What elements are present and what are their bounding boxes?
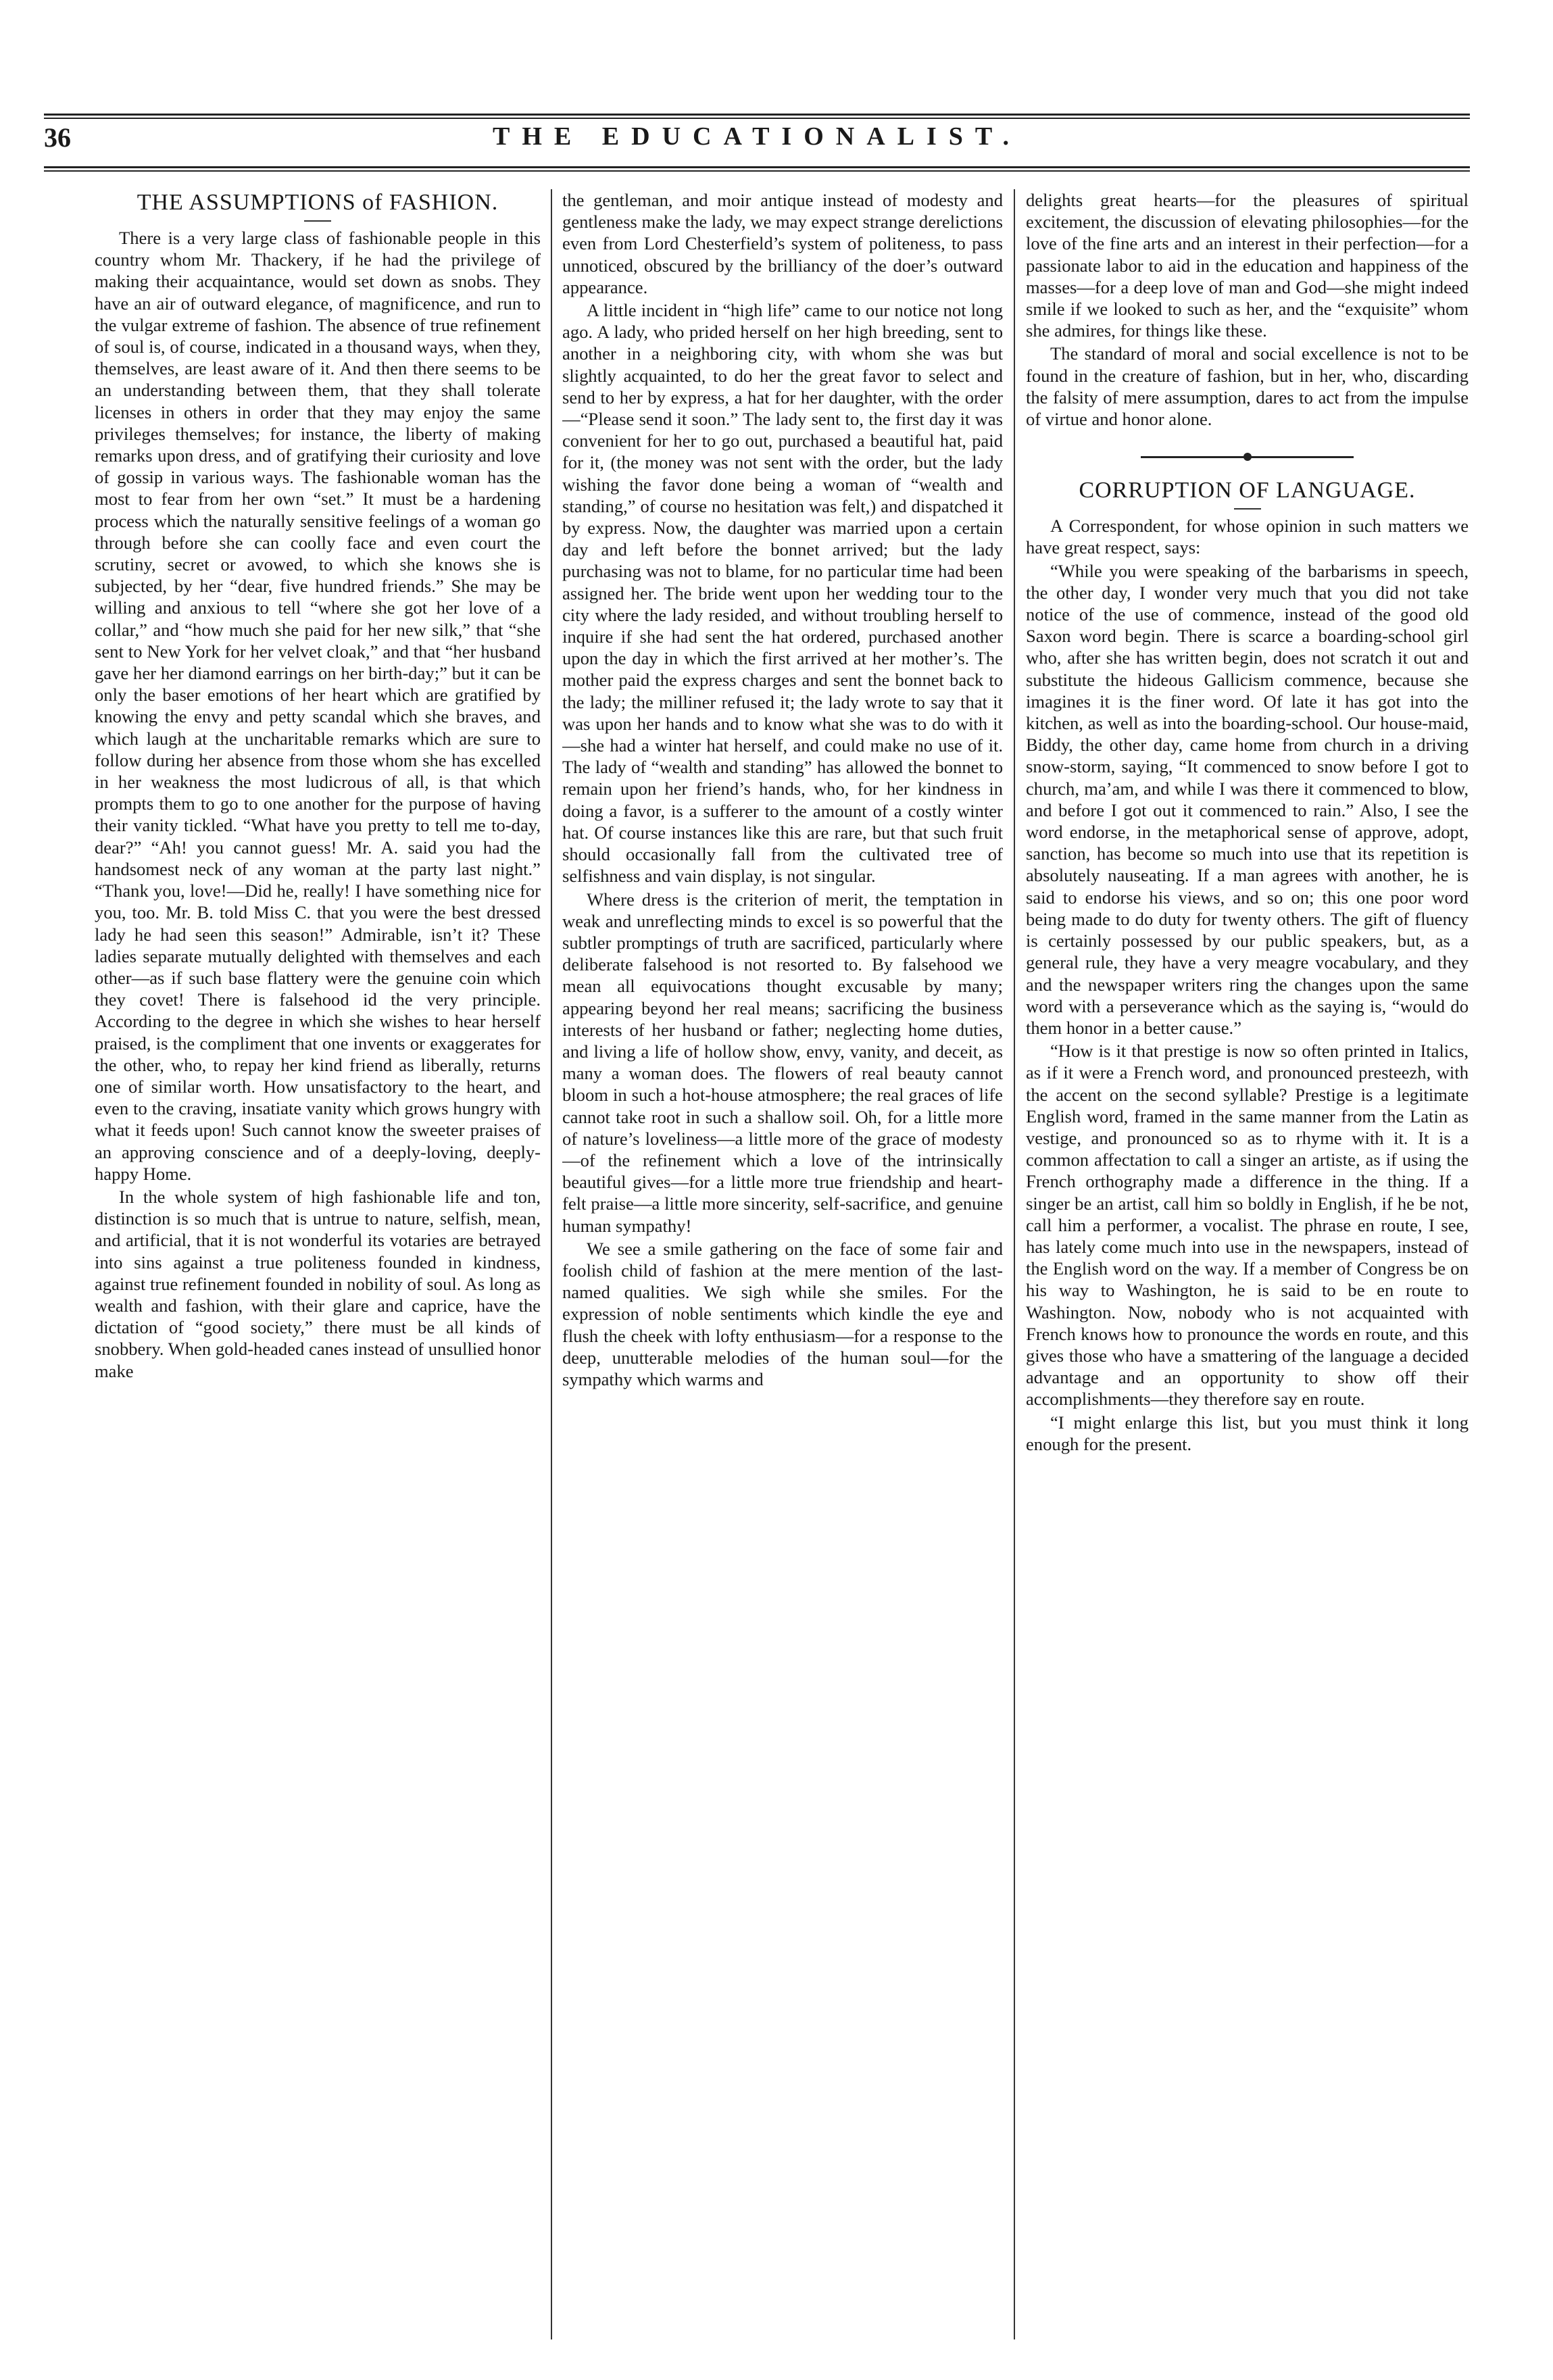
paragraph: In the whole system of high fashionable life and ton, distinction is so much that is untrue to nature, selfish, mean, and artificial, that it is not wonderful its votaries are betrayed into sins against a true politeness founded in kindness, against true refinement founded in nobility of soul. As long as wealth and fashion, with their glare and caprice, have the dictation of “good society,” there must be all kinds of snobbery. When gold-headed canes instead of unsullied honor make xyxy=(95,1186,541,1381)
page-number: 36 xyxy=(44,122,71,153)
page-header xyxy=(44,122,1470,162)
header-underline-inner xyxy=(44,170,1470,172)
column-2 xyxy=(562,189,1003,2339)
paragraph: A Correspondent, for whose opinion in such matters we have great respect, says: xyxy=(1026,516,1469,558)
header-underline xyxy=(44,166,1470,168)
article-title-fashion: THE ASSUMPTIONS of FASHION. xyxy=(137,190,499,215)
paragraph: “While you were speaking of the barbarisms in speech, the other day, I wonder very much that you did not take notice of the use of commence, instead of the good old Saxon word begin. There is scarce a boarding-school girl who, after she has written begin, does not scratch it out and substitute the hideous Gallicism commence, because she imagines it is the finer word. Of late it has got into the kitchen, as well as into the boarding-school. Our house-maid, Biddy, the other day, came home from church in a driving snow-storm, saying, “It commenced to snow before I got to church, ma’am, and while I was there it commenced to blow, and before I got out it commenced to rain.” Also, I see the word endorse, in the metaphorical sense of approve, adopt, sanction, has become so much into use that its repetition is absolutely nauseating. If a man agrees with another, he is said to endorse his views, and so on; this one poor word being made to do duty for twenty others. The gift of fluency is certainly possessed by our public speakers, but, as a general rule, they have a very meagre vocabulary, and they and the newspaper writers ring the changes upon the same word with a perseverance which as the saying is, “would do them honor in a better cause.” xyxy=(1026,560,1469,1038)
column-1 xyxy=(95,189,541,2339)
paragraph: There is a very large class of fashionable people in this country whom Mr. Thackery, if he had the privilege of making their acquaintance, would set down as snobs. They have an air of outward elegance, of magnificence, and run to the vulgar extreme of fashion. The absence of true refinement of soul is, of course, indicated in a thousand ways, when they, themselves, are least aware of it. And then there seems to be an understanding between them, that they shall tolerate licenses in others in order that they may enjoy the same privileges themselves; for instance, the liberty of making remarks upon dress, and of gratifying their curiosity and love of gossip in various ways. The fashionable woman has the most to fear from her own “set.” It must be a hardening process which the naturally sensitive feelings of a woman go through before she can coolly face and even court the scrutiny, secret or avowed, to which she knows she is subjected, by her “dear, five hundred friends.” She may be willing and anxious to tell “where she got her love of a collar,” and “how much she paid for her new silk,” that “she sent to New York for her velvet cloak,” and that “her husband gave her her diamond earrings on her birth-day;” but it can be only the baser emotions of her heart which are gratified by knowing the envy and petty scandal which she braves, and which laugh at the uncharitable remarks which are sure to follow during her absence from those whom she has excelled in her weakness the most ludicrous of all, is that which prompts them to go to one another for the purpose of having their vanity tickled. “What have you pretty to tell me to-day, dear?” “Ah! you cannot guess! Mr. A. said you had the handsomest neck of any woman at the party last night.” “Thank you, love!—Did he, really! I have something nice for you, too. Mr. B. told Miss C. that you were the best dressed lady he had seen this season!” Admirable, isn’t it? These ladies separate mutually delighted with themselves and each other—as if such base flattery were the genuine coin which they covet! There is falsehood id the very principle. According to the degree in which she wishes to hear herself praised, is the compliment that one invents or exaggerates for the other, who, to repay her kind friend as liberally, returns one of similar worth. How unsatisfactory to the heart, and even to the craving, insatiate vanity which grows hungry with what it feeds upon! Such cannot know the sweeter praises of an approving conscience and of a deeply-loving, deeply-happy Home. xyxy=(95,228,541,1184)
article-title-corruption: CORRUPTION OF LANGUAGE. xyxy=(1079,478,1416,503)
top-double-rule xyxy=(44,114,1470,116)
paragraph: A little incident in “high life” came to our notice not long ago. A lady, who prided herself on her high breeding, sent to another in a neighboring city, with whom she was but slightly acquainted, to do her the great favor to select and send to her by express, a hat for her daughter, with the order—“Please send it soon.” The lady sent to, the first day it was convenient for her to go out, purchased a beautiful hat, paid for it, (the money was not sent with the order, but the lady wishing the favor done being a woman of “wealth and standing,” of course no hesitation was felt,) and dispatched it by express. Now, the daughter was married upon a certain day and left before the bonnet arrived; but the lady purchasing was not to blame, for no particular time had been assigned her. The bride went upon her wedding tour to the city where the lady resided, and without troubling herself to inquire if she had sent the hat ordered, purchased another upon the day in which the first arrived at her mother’s. The mother paid the express charges and sent the bonnet back to the lady; the milliner refused it; the lady wrote to say that it was upon her hands and to know what she was to do with it—she had a winter hat herself, and could make no use of it. The lady of “wealth and standing” has allowed the bonnet to remain upon her friend’s hands, who, for her kindness in doing a favor, is a sufferer to the amount of a costly winter hat. Of course instances like this are rare, but that such fruit should occasionally fall from the cultivated tree of selfishness and vain display, is not singular. xyxy=(562,300,1003,887)
title-dash xyxy=(304,220,331,222)
column-divider-1 xyxy=(551,189,552,2339)
paragraph: We see a smile gathering on the face of some fair and foolish child of fashion at the mere mention of the last-named qualities. We sigh while she smiles. For the expression of noble sentiments which kindle the eye and flush the cheek with lofty enthusiasm—for a response to the deep, unutterable melodies of the human soul—for the sympathy which warms and xyxy=(562,1238,1003,1389)
section-divider-ornament xyxy=(1243,453,1252,461)
paragraph-continued: the gentleman, and moir antique instead of modesty and gentleness make the lady, we may expect strange derelictions even from Lord Chesterfield’s system of politeness, to pass unnoticed, obscured by the brilliancy of the doer’s outward appearance. xyxy=(562,190,1003,297)
paragraph: The standard of moral and social excellence is not to be found in the creature of fashion, but in her, who, discarding the falsity of mere assumption, dares to act from the impulse of virtue and honor alone. xyxy=(1026,343,1469,430)
column-3 xyxy=(1026,189,1469,2339)
paragraph: “I might enlarge this list, but you must think it long enough for the present. xyxy=(1026,1412,1469,1454)
section-divider xyxy=(1026,450,1469,464)
top-double-rule-inner xyxy=(44,118,1470,119)
column-divider-2 xyxy=(1014,189,1015,2339)
paragraph: Where dress is the criterion of merit, the temptation in weak and unreflecting minds to excel is so powerful that the subtler promptings of truth are sacrificed, particularly where deliberate falsehood is not resorted to. By falsehood we mean all equivocations thought excusable by many; appearing beyond her real means; sacrificing the business interests of her husband or father; neglecting home duties, and living a life of hollow show, envy, vanity, and deceit, as many a woman does. The flowers of real beauty cannot bloom in such a hot-house atmosphere; the real graces of life cannot take root in such a shallow soil. Oh, for a little more of nature’s loveliness—a little more of the grace of modesty—of the refinement which a love of the intrinsically beautiful gives—for a little more true friendship and heart-felt praise—a little more sincerity, self-sacrifice, and genuine human sympathy! xyxy=(562,889,1003,1236)
journal-title: THE EDUCATIONALIST. xyxy=(493,122,1021,151)
paragraph: “How is it that prestige is now so often printed in Italics, as if it were a French word, and pronounced presteezh, with the accent on the second syllable? Prestige is a legitimate English word, framed in the same manner from the Latin as vestige, and pronounced so as to rhyme with it. It is a common affectation to call a singer an artiste, as if using the French orthography made a difference in the thing. If a singer be an artist, call him so boldly in English, if he be not, call him a performer, a vocalist. The phrase en route, I see, has lately come much into use in the newspapers, instead of the English word on the way. If a member of Congress be on his way to Washington, he is said to be en route to Washington. Now, nobody who is not acquainted with French knows how to pronounce the words en route, and this gives those who have a smattering of the language a decided advantage and an opportunity to show off their accomplishments—they therefore say en route. xyxy=(1026,1041,1469,1410)
paragraph-continued: delights great hearts—for the pleasures of spiritual excitement, the discussion of elevating philosophies—for the love of the fine arts and an interest in their perfection—for a passionate labor to aid in the education and happiness of the masses—for a deep love of man and God—she might indeed smile if we looked to such as her, and the “exquisite” whom she admires, for things like these. xyxy=(1026,190,1469,341)
title-dash xyxy=(1234,508,1261,510)
